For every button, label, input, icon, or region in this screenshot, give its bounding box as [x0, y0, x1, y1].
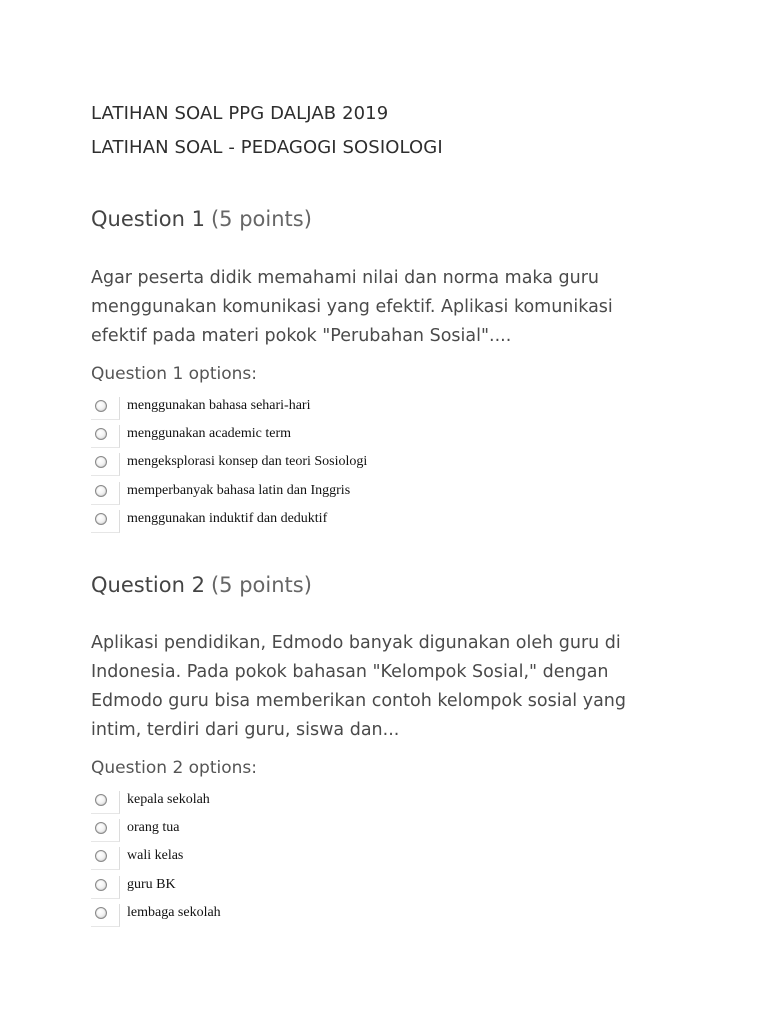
- option-label[interactable]: menggunakan bahasa sehari-hari: [127, 398, 311, 413]
- radio-cell: [91, 876, 120, 899]
- radio-cell: [91, 791, 120, 814]
- question-2-text-line: Indonesia. Pada pokok bahasan "Kelompok Sosial," dengan: [91, 662, 609, 682]
- question-1-text: [91, 264, 651, 351]
- radio-button[interactable]: [95, 485, 107, 497]
- option-row[interactable]: [91, 425, 491, 453]
- option-label[interactable]: kepala sekolah: [127, 792, 210, 807]
- option-row[interactable]: [91, 397, 491, 425]
- radio-button[interactable]: [95, 400, 107, 412]
- radio-button[interactable]: [95, 456, 107, 468]
- question-2-label: Question 2: [91, 573, 205, 597]
- radio-cell: [91, 453, 120, 476]
- option-row[interactable]: [91, 482, 491, 510]
- radio-button[interactable]: [95, 428, 107, 440]
- radio-cell: [91, 482, 120, 505]
- radio-button[interactable]: [95, 850, 107, 862]
- option-row[interactable]: [91, 453, 491, 481]
- option-label[interactable]: orang tua: [127, 820, 180, 836]
- radio-cell: [91, 397, 120, 420]
- radio-cell: [91, 847, 120, 870]
- question-1-text-line: Agar peserta didik memahami nilai dan norma maka guru: [91, 268, 600, 288]
- question-2-points: (5 points): [210, 573, 312, 597]
- option-row[interactable]: [91, 876, 491, 904]
- radio-button[interactable]: [95, 879, 107, 891]
- option-row[interactable]: [91, 791, 491, 819]
- page-title-line-2: LATIHAN SOAL - PEDAGOGI SOSIOLOGI: [91, 137, 443, 158]
- radio-button[interactable]: [95, 794, 107, 806]
- question-1-title: [91, 207, 312, 231]
- option-label[interactable]: menggunakan induktif dan deduktif: [127, 510, 328, 526]
- page-title-line-1: LATIHAN SOAL PPG DALJAB 2019: [91, 103, 389, 124]
- question-1-options: [91, 397, 491, 538]
- question-1-text-line: menggunakan komunikasi yang efektif. Aplikasi komunikasi: [91, 297, 613, 317]
- option-label[interactable]: memperbanyak bahasa latin dan Inggris: [127, 482, 351, 498]
- radio-button[interactable]: [95, 907, 107, 919]
- option-row[interactable]: [91, 510, 491, 538]
- radio-cell: [91, 819, 120, 842]
- question-2-text-line: Aplikasi pendidikan, Edmodo banyak digunakan oleh guru di: [91, 633, 621, 653]
- question-1-text-line: efektif pada materi pokok "Perubahan Sosial"....: [91, 326, 512, 346]
- question-1-label: Question 1: [91, 207, 205, 231]
- question-2-options: [91, 791, 491, 932]
- option-label[interactable]: lembaga sekolah: [127, 904, 221, 920]
- option-label[interactable]: menggunakan academic term: [127, 426, 292, 442]
- option-label[interactable]: wali kelas: [127, 848, 184, 864]
- radio-cell: [91, 904, 120, 927]
- radio-cell: [91, 425, 120, 448]
- question-2-text-line: intim, terdiri dari guru, siswa dan...: [91, 720, 400, 740]
- question-2-text-line: Edmodo guru bisa memberikan contoh kelompok sosial yang: [91, 691, 626, 711]
- radio-button[interactable]: [95, 513, 107, 525]
- option-row[interactable]: [91, 819, 491, 847]
- question-1-points: (5 points): [210, 207, 312, 231]
- question-2-title: [91, 573, 312, 597]
- question-1-options-label: Question 1 options:: [91, 364, 257, 384]
- question-2-text: [91, 629, 651, 745]
- option-row[interactable]: [91, 847, 491, 875]
- option-label[interactable]: mengeksplorasi konsep dan teori Sosiologi: [127, 454, 368, 470]
- radio-cell: [91, 510, 120, 533]
- option-label[interactable]: guru BK: [127, 876, 176, 892]
- question-2-options-label: Question 2 options:: [91, 758, 257, 778]
- option-row[interactable]: [91, 904, 491, 932]
- radio-button[interactable]: [95, 822, 107, 834]
